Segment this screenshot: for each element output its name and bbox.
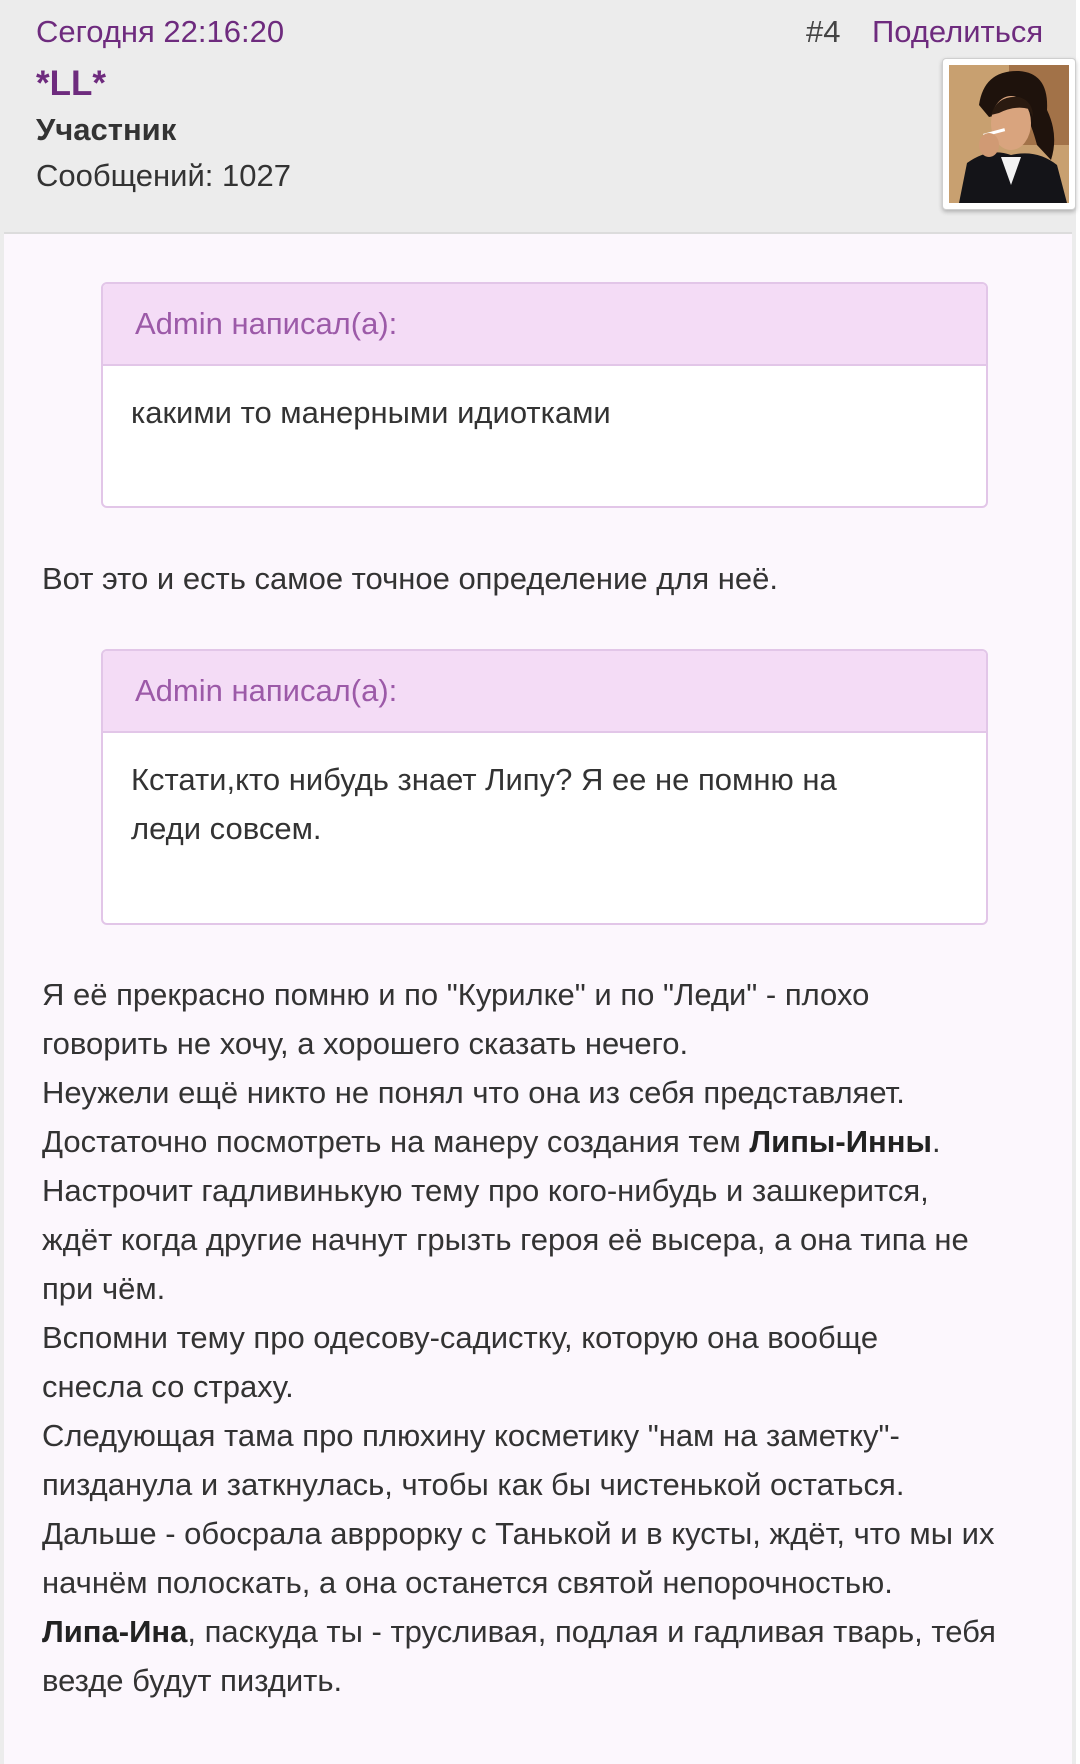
bold-name: Липы-Инны (749, 1124, 932, 1159)
reply-line: везде будут пиздить. (42, 1663, 343, 1698)
reply-text: Вот это и есть самое точное определение для неё. (42, 561, 778, 596)
quote-line: Кстати,кто нибудь знает Липу? Я ее не помню на (131, 762, 837, 797)
author-post-count: Сообщений: 1027 (36, 158, 291, 193)
reply-line: Дальше - обосрала авррорку с Танькой и в кусты, ждёт, что мы их (42, 1516, 995, 1551)
reply-line: начнём полоскать, а она останется святой непорочностью. (42, 1565, 893, 1600)
reply-text-block (42, 970, 1052, 1705)
reply-line: Вспомни тему про одесову-садистку, которую она вообще (42, 1320, 879, 1355)
post-date[interactable]: Сегодня 22:16:20 (36, 14, 285, 49)
reply-line: говорить не хочу, а хорошего сказать нечего. (42, 1026, 689, 1061)
reply-line: пизданула и заткнулась, чтобы как бы чистенькой остаться. (42, 1467, 905, 1502)
reply-text-segment: Достаточно посмотреть на манеру создания тем (42, 1124, 750, 1159)
quote-line: какими то манерными идиотками (131, 395, 611, 430)
reply-line: Настрочит гадливинькую тему про кого-нибудь и зашкерится, (42, 1173, 929, 1208)
quote-body (103, 733, 986, 853)
reply-line: Я её прекрасно помню и по "Курилке" и по "Леди" - плохо (42, 977, 870, 1012)
quote-body (103, 366, 986, 437)
reply-line (42, 1607, 1052, 1656)
quote-block (101, 282, 988, 508)
avatar-image (949, 65, 1069, 203)
reply-text-segment: , паскуда ты - трусливая, подлая и гадливая тварь, тебя (187, 1614, 996, 1649)
reply-line (42, 1117, 1052, 1166)
avatar[interactable] (942, 58, 1076, 210)
bold-name: Липа-Ина (42, 1614, 188, 1649)
quote-line: леди совсем. (131, 811, 322, 846)
quote-block (101, 649, 988, 925)
reply-line: Следующая тама про плюхину косметику "нам на заметку"- (42, 1418, 900, 1453)
author-name[interactable]: *LL* (36, 64, 106, 103)
quote-header: Admin написал(а): (103, 651, 986, 733)
post-number[interactable]: #4 (806, 14, 841, 49)
reply-line: ждёт когда другие начнут грызть героя её высера, а она типа не (42, 1222, 969, 1257)
author-rank: Участник (36, 112, 177, 147)
reply-line: снесла со страху. (42, 1369, 294, 1404)
share-link[interactable]: Поделиться (872, 14, 1044, 49)
reply-line: при чём. (42, 1271, 166, 1306)
quote-header: Admin написал(а): (103, 284, 986, 366)
post-header (4, 0, 1072, 234)
reply-line: Неужели ещё никто не понял что она из себя представляет. (42, 1075, 905, 1110)
reply-text-segment: . (931, 1124, 941, 1159)
